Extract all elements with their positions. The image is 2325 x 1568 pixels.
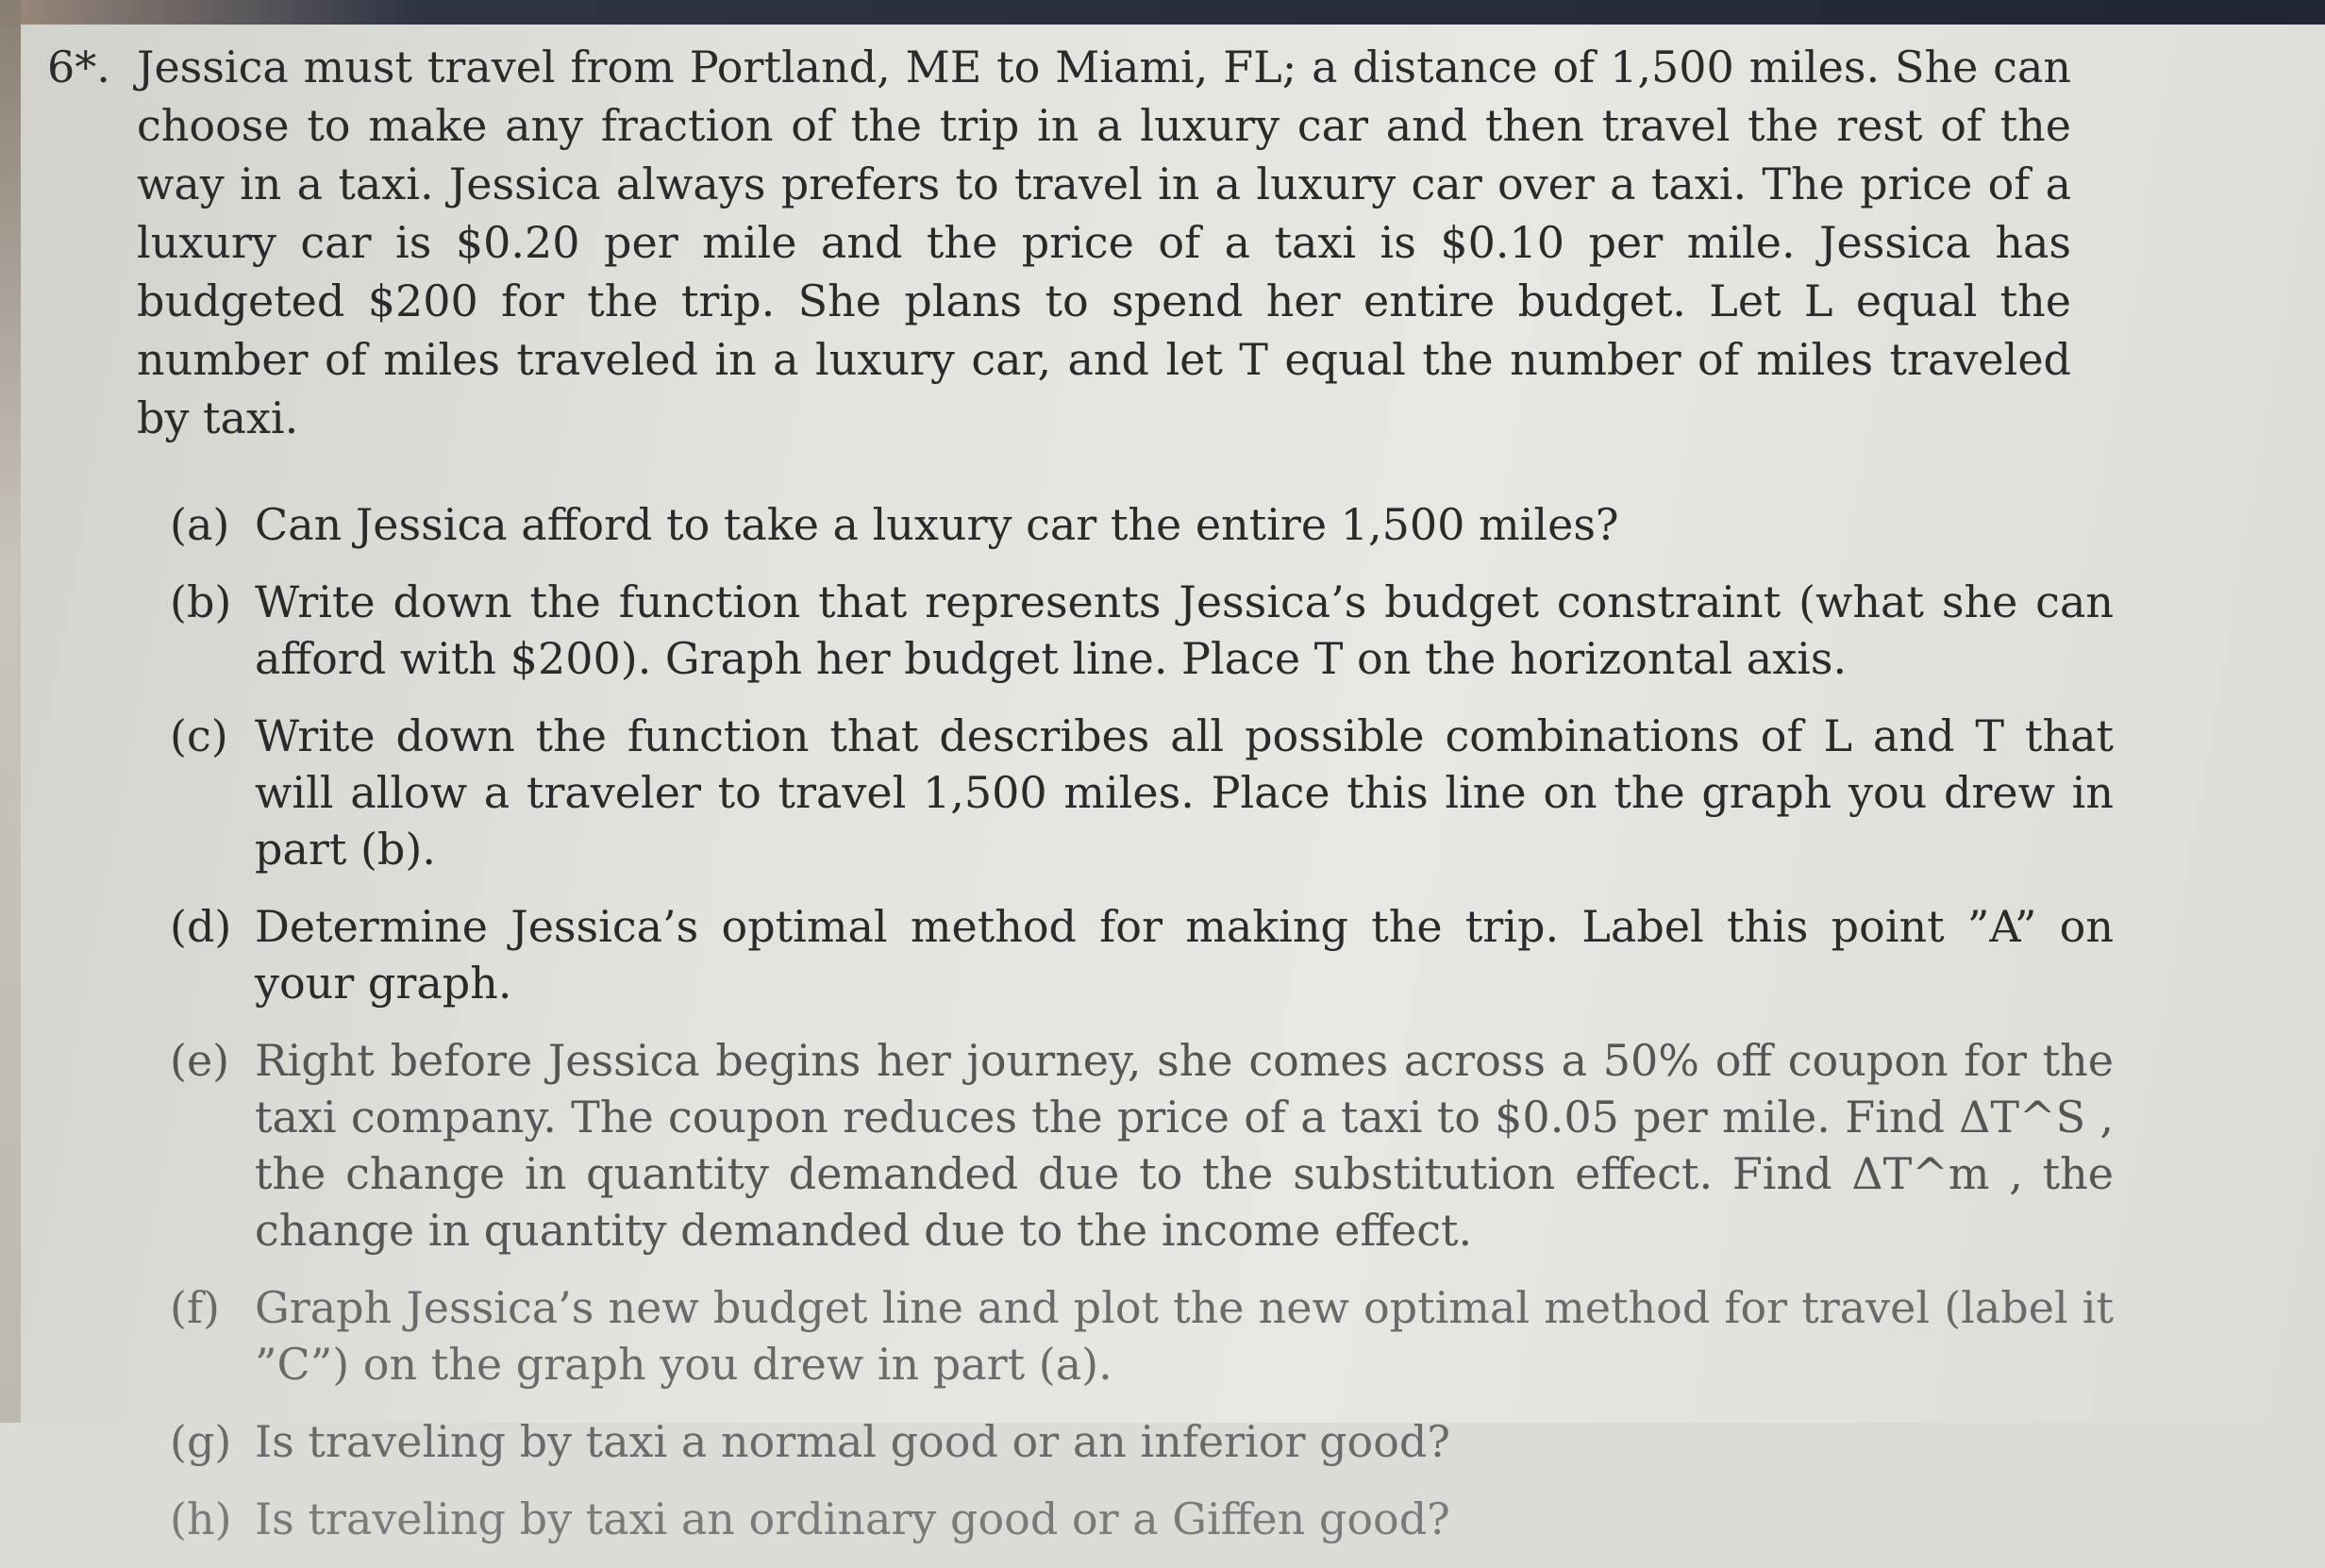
monitor-bezel-left bbox=[0, 0, 21, 1423]
part-f bbox=[47, 1279, 2114, 1393]
part-label: (c) bbox=[170, 710, 228, 761]
part-label: (e) bbox=[170, 1035, 230, 1086]
problem-parts bbox=[47, 496, 2114, 1547]
part-text: Write down the function that describes all possible combinations of L and T that will allow a traveler to travel 1,500 miles. Place this line on the graph you drew in part (b). bbox=[255, 710, 2114, 875]
part-label: (a) bbox=[170, 499, 230, 550]
problem-6 bbox=[47, 38, 2114, 1568]
part-d bbox=[47, 898, 2114, 1011]
part-label: (g) bbox=[170, 1416, 232, 1467]
part-h bbox=[47, 1491, 2114, 1547]
part-g bbox=[47, 1413, 2114, 1470]
part-text: Is traveling by taxi an ordinary good or a Giffen good? bbox=[255, 1493, 1450, 1544]
part-text: Write down the function that represents Jessica’s budget constraint (what she can afford with $200). Graph her budget line. Place T on the horizontal axis. bbox=[255, 576, 2114, 684]
part-text: Right before Jessica begins her journey, she comes across a 50% off coupon for the taxi company. The coupon reduces the price of a taxi to $0.05 per mile. Find ΔT^S , the change in quantity demanded due to the substitution effect. Find ΔT^m , the change in quantity demanded due to the income effect. bbox=[255, 1035, 2114, 1256]
part-b bbox=[47, 574, 2114, 687]
part-label: (d) bbox=[170, 901, 232, 952]
part-label: (f) bbox=[170, 1282, 220, 1333]
monitor-bezel-top bbox=[0, 0, 2325, 25]
problem-stem: Jessica must travel from Portland, ME to Miami, FL; a distance of 1,500 miles. She can choose to make any fraction of the trip in a luxury car and then travel the rest of the way in a taxi. Jessica always prefers to travel in a luxury car over a taxi. The price of a luxury car is $0.20 per mile and the price of a taxi is $0.10 per mile. Jessica has budgeted $200 for the trip. She plans to spend her entire budget. Let L equal the number of miles traveled in a luxury car, and let T equal the number of miles traveled by taxi. bbox=[137, 42, 2071, 443]
part-label: (h) bbox=[170, 1493, 232, 1544]
part-c bbox=[47, 708, 2114, 877]
part-text: Determine Jessica’s optimal method for making the trip. Label this point ”A” on your graph. bbox=[255, 901, 2114, 1009]
part-label: (b) bbox=[170, 576, 232, 627]
part-text: Can Jessica afford to take a luxury car the entire 1,500 miles? bbox=[255, 499, 1619, 550]
part-text: Graph Jessica’s new budget line and plot the new optimal method for travel (label it ”C”) on the graph you drew in part (a). bbox=[255, 1282, 2114, 1390]
part-a bbox=[47, 496, 2114, 553]
problem-number: 6*. bbox=[47, 42, 110, 92]
part-text: Is traveling by taxi a normal good or an inferior good? bbox=[255, 1416, 1451, 1467]
part-e bbox=[47, 1032, 2114, 1259]
